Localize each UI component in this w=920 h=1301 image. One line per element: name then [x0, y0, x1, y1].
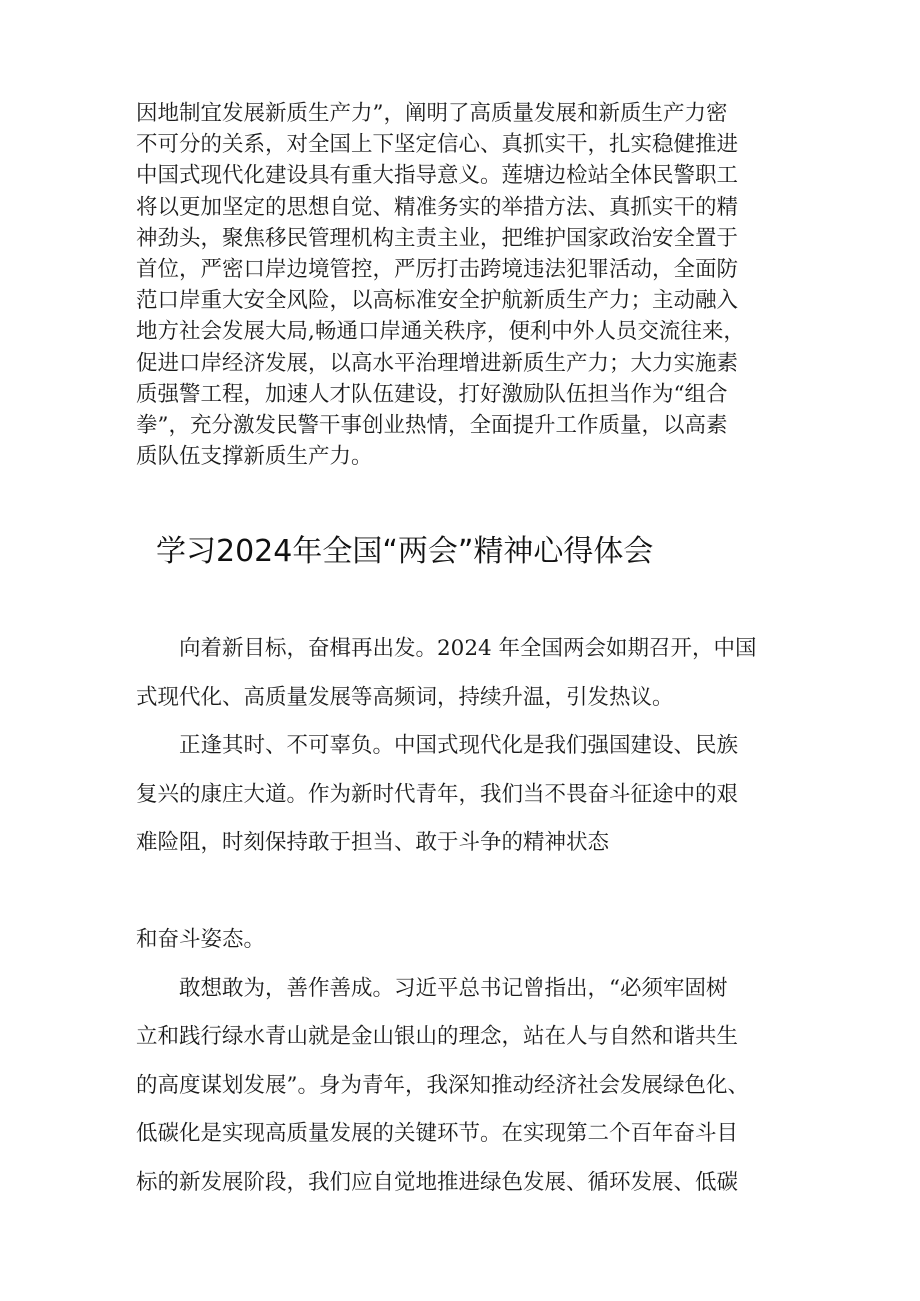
article-body [136, 625, 796, 1208]
text-line: 质强警工程，加速人才队伍建设，打好激励队伍担当作为“组合 [136, 381, 728, 407]
text-line: 地方社会发展大局,畅通口岸通关秩序，便利中外人员交流往来， [136, 319, 745, 345]
text-line: 将以更加坚定的思想自觉、精准务实的举措方法、真抓实干的精 [136, 194, 739, 220]
text-line: 敢想敢为，善作善成。习近平总书记曾指出，“必须牢固树 [136, 975, 728, 1001]
text-line: 促进口岸经济发展，以高水平治理增进新质生产力；大力实施素 [136, 350, 739, 376]
text-line: 中国式现代化建设具有重大指导意义。莲塘边检站全体民警职工 [136, 163, 739, 189]
text-line: 和奋斗姿态。 [136, 926, 266, 952]
text-line: 立和践行绿水青山就是金山银山的理念，站在人与自然和谐共生 [136, 1024, 739, 1050]
article-title: 学习2024年全国“两会”精神心得体会 [156, 534, 654, 569]
text-line: 标的新发展阶段，我们应自觉地推进绿色发展、循环发展、低碳 [136, 1169, 739, 1195]
text-line: 因地制宜发展新质生产力”，阐明了高质量发展和新质生产力密 [136, 101, 728, 126]
text-line: 神劲头，聚焦移民管理机构主责主业，把维护国家政治安全置于 [136, 225, 739, 251]
text-line: 难险阻，时刻保持敢于担当、敢于斗争的精神状态 [136, 830, 610, 856]
text-line: 式现代化、高质量发展等高频词，持续升温，引发热议。 [136, 684, 674, 710]
text-line: 质队伍支撑新质生产力。 [136, 444, 373, 470]
text-line: 向着新目标，奋楫再出发。2024 年全国两会如期召开，中国 [136, 636, 757, 661]
text-line: 首位，严密口岸边境管控，严厉打击跨境违法犯罪活动，全面防 [136, 257, 739, 283]
text-line: 不可分的关系，对全国上下坚定信心、真抓实干，扎实稳健推进 [136, 132, 739, 158]
text-line: 拳”，充分激发民警干事创业热情，全面提升工作质量，以高素 [136, 413, 728, 439]
text-line: 的高度谋划发展”。身为青年，我深知推动经济社会发展绿色化、 [136, 1072, 749, 1098]
previous-section-text [136, 98, 796, 472]
text-line: 正逢其时、不可辜负。中国式现代化是我们强国建设、民族 [136, 733, 739, 759]
text-line: 低碳化是实现高质量发展的关键环节。在实现第二个百年奋斗目 [136, 1121, 739, 1147]
paragraph-gap [136, 868, 796, 916]
text-line: 复兴的康庄大道。作为新时代青年，我们当不畏奋斗征途中的艰 [136, 781, 739, 807]
text-line: 范口岸重大安全风险，以高标准安全护航新质生产力；主动融入 [136, 288, 739, 314]
